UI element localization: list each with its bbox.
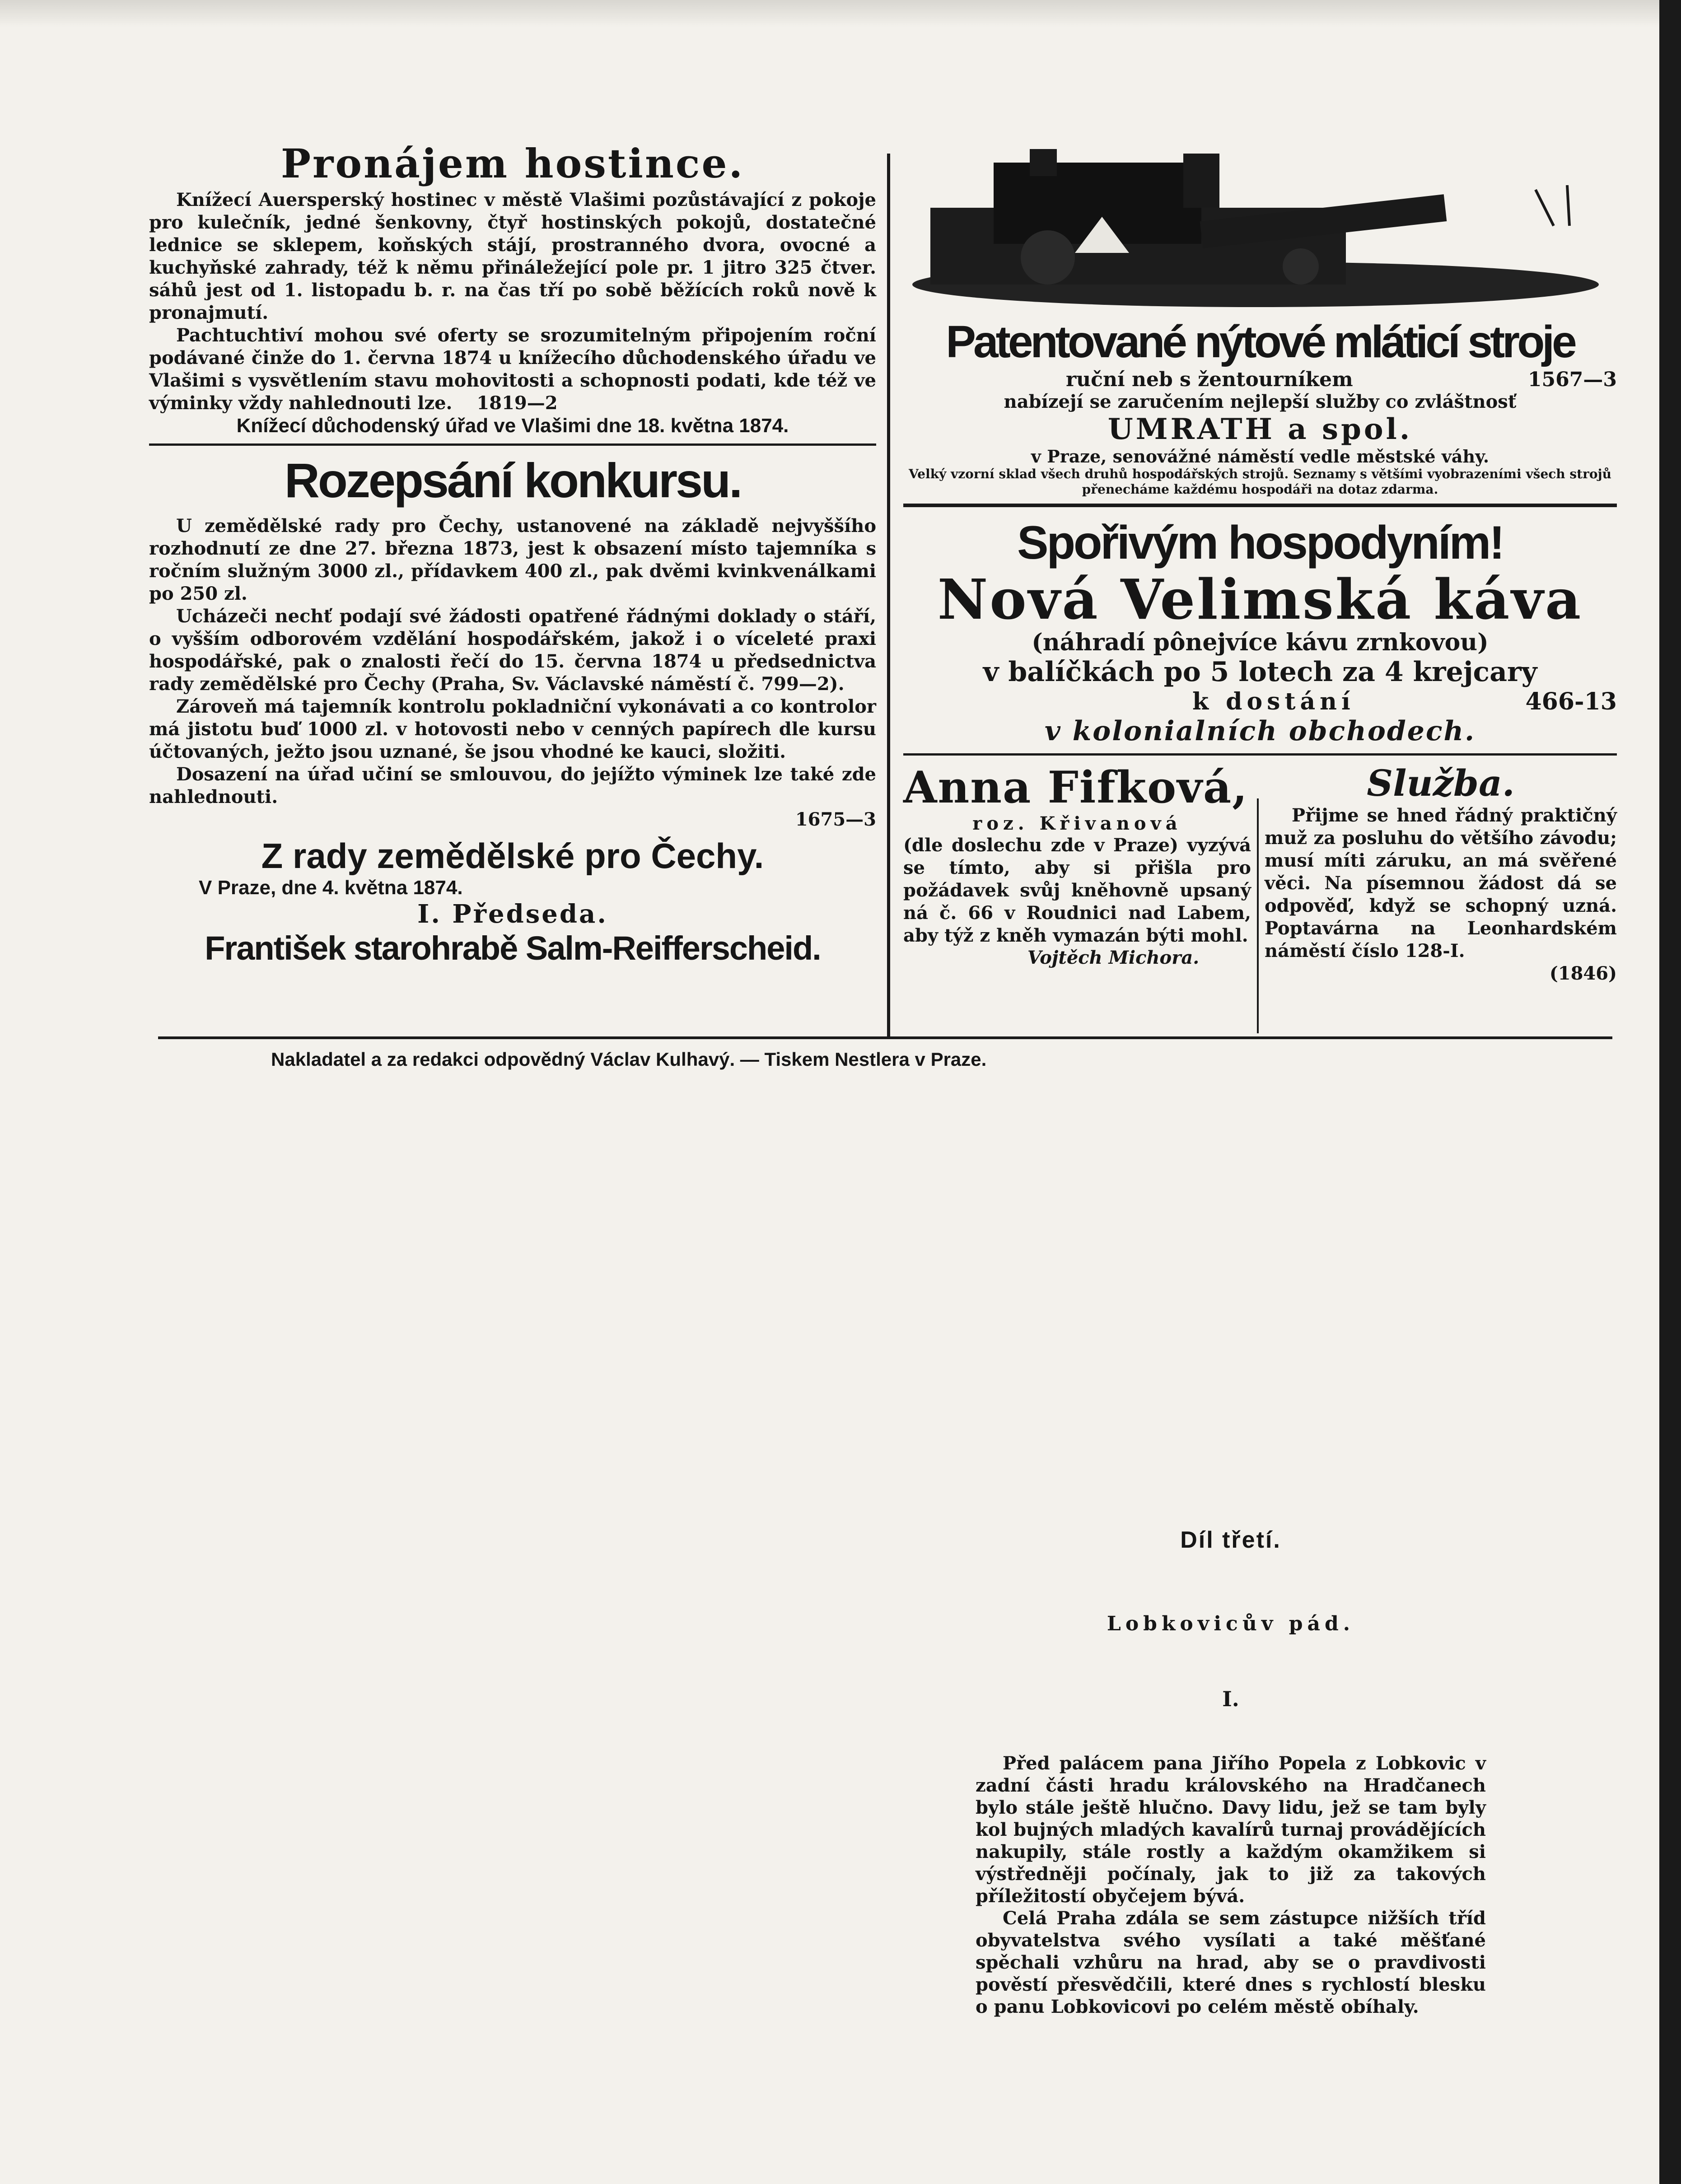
sluzba-body: Přijme se hned řádný praktičný muž za posluhu do většího závodu; musí míti záruku, an má svěřené věci. Na písemnou žádost dá se odpověď, když se schopný uzná. Poptavárna na Leonhardském náměstí číslo 128-I. <box>1265 805 1617 961</box>
kava-shops: v kolonialních obchodech. <box>1044 715 1476 747</box>
divider <box>903 753 1617 756</box>
konkurs-role: I. Předseda. <box>417 899 608 929</box>
imprint-footer: Nakladatel a za redakci odpovědný Václav Kulhavý. — Tiskem Nestlera v Praze. <box>271 1049 987 1070</box>
pronajem-code: 1819—2 <box>476 392 558 414</box>
konkurs-paragraph-2: Ucházeči nechť podají své žádosti opatřené řádnými doklady o stáří, o vyšším odborovém vzdělání hospodářském, jakož i o víceleté praxi hospodářské, pak o znalosti řečí do 15. června 1874 u předsednictva rady zemědělské pro Čechy (Praha, Sv. Václavské náměstí č. 799—2). <box>149 606 876 695</box>
anna-nee: roz. Křivanová <box>972 813 1182 834</box>
patent-title: Patentované nýtové mláticí stroje <box>946 317 1574 367</box>
kava-avail: k dostání <box>1192 688 1355 715</box>
footer-rule <box>158 1036 1612 1039</box>
page-top-shadow <box>0 0 1659 27</box>
anna-signature: Vojtěch Michora. <box>1027 947 1200 968</box>
konkurs-title: Rozepsání konkursu. <box>284 453 741 508</box>
pronajem-body-2 <box>149 324 876 415</box>
pronajem-body-2-text: Pachtuchtiví mohou své oferty se srozumitelným připojením roční podávané činže do 1. června 1874 u knížecího důchodenského úřadu ve Vlašimi s vysvětlením stavu mohovitosti a schopnosti podati, kde též ve výminky vždy nahlednouti lze. <box>149 325 876 414</box>
part-heading: Díl třetí. <box>1180 1527 1281 1553</box>
threshing-machine-drawing <box>912 135 1608 312</box>
left-column <box>149 140 876 967</box>
konkurs-paragraph-1: U zemědělské rady pro Čechy, ustanovené na základě nejvyššího rozhodnutí ze dne 27. března 1873, jest k obsazení místo tajemníka s ročním služným 3000 zl., přídavkem 400 zl., pak dvěmi kvinkvenálkami po 250 zl. <box>149 515 876 604</box>
ads-divider <box>1257 798 1259 1033</box>
sluzba-title: Služba. <box>1367 762 1515 804</box>
divider <box>149 443 876 446</box>
konkurs-paragraph-3: Zároveň má tajemník kontrolu pokladniční vykonávati a co kontrolor má jistotu buď 1000 zl. v hotovosti nebo v cenných papírech dle kursu účtovaných, ježto jsou uznané, še jsou vhodné ke kauci, složiti. <box>149 696 876 762</box>
kava-product: Nová Velimská káva <box>937 567 1583 632</box>
patent-address: v Praze, senovážné náměstí vedle městské váhy. <box>1031 446 1490 467</box>
konkurs-org: Z rady zemědělské pro Čechy. <box>261 836 764 876</box>
patent-code: 1567—3 <box>1527 368 1617 391</box>
threshing-machine-illustration <box>912 135 1617 312</box>
page-edge <box>1659 0 1681 2184</box>
chapter-paragraph-2: Celá Praha zdála se sem zástupce nižších tříd obyvatelstva svého vysílati a také měšťané spěchali vzhůru na hrad, aby se o pravdivosti pověstí přesvědčili, které dnes s rychlostí blesku o panu Lobkovicovi po celém městě obíhaly. <box>976 1908 1486 2017</box>
anna-body: (dle doslechu zde v Praze) vyzývá se tímto, aby si přišla pro požádavek svůj kněhovně upsaný ná č. 66 v Roudnici nad Labem, aby týž z kněh vymazán býti mohl. <box>903 835 1251 946</box>
right-column <box>903 135 1617 1006</box>
sluzba-ad <box>1265 762 1617 985</box>
kava-pack: v balíčkách po 5 lotech za 4 krejcary <box>983 656 1537 688</box>
kava-avail-line <box>903 688 1617 715</box>
anna-title: Anna Fifková, <box>903 762 1248 813</box>
patent-note: Velký vzorní sklad všech druhů hospodářských strojů. Seznamy s většími vyobrazeními všech strojů přenecháme každému hospodáři na dotaz zdarma. <box>908 467 1612 497</box>
patent-company: UMRATH a spol. <box>1107 412 1413 446</box>
divider <box>903 504 1617 507</box>
kava-title: Spořivým hospodyním! <box>1017 517 1503 569</box>
sluzba-code: (1846) <box>1549 963 1617 984</box>
konkurs-signatory: František starohrabě Salm-Reifferscheid. <box>205 929 821 967</box>
chapter-paragraph-1: Před palácem pana Jiřího Popela z Lobkovic v zadní části hradu královského na Hradčanech bylo stále ještě hlučno. Davy lidu, jež se tam byly kol bujných mladých kavalírů turnaj provádějících nakupily, stále rostly a každým okamžikem si výstředněji počínaly, jak to již za takových příležitostí obyčejem bývá. <box>976 1753 1486 1907</box>
konkurs-place-date: V Praze, dne 4. května 1874. <box>199 877 463 899</box>
anna-ad <box>903 762 1251 968</box>
konkurs-paragraph-4: Dosazení na úřad učiní se smlouvou, do jejížto výminek lze také zde nahlednouti. <box>149 764 876 807</box>
patent-line-1-text: ruční neb s žentourníkem <box>1066 368 1353 391</box>
pronajem-title: Pronájem hostince. <box>280 140 745 187</box>
pronajem-body: Knížecí Auersperský hostinec v městě Vlašimi pozůstávající z pokoje pro kulečník, jedné šenkovny, čtyř hostinských pokojů, dostatečné lednice se sklepem, koňských stájí, prostranného dvora, ovocné a kuchyňské zahrady, též k němu přináležející pole pr. 1 jitro 325 čtver. sáhů jest od 1. listopadu b. r. na čas tří po sobě běžících roků nově k pronajmutí. <box>149 189 876 323</box>
small-ads <box>903 762 1617 1006</box>
column-divider <box>887 154 890 1039</box>
pronajem-signature: Knížecí důchodenský úřad ve Vlašimi dne 18. května 1874. <box>236 415 789 437</box>
patent-line-2: nabízejí se zaručením nejlepší služby co zvláštnosť <box>1004 391 1517 412</box>
kava-subtitle: (náhradí pônejvíce kávu zrnkovou) <box>1032 629 1489 656</box>
kava-code: 466-13 <box>1525 688 1617 715</box>
patent-line-1 <box>903 368 1617 391</box>
chapter-text <box>976 1752 1486 2018</box>
konkurs-code: 1675—3 <box>795 809 876 830</box>
chapter-number: I. <box>1222 1687 1239 1711</box>
chapter-title: Lobkovicův pád. <box>1107 1612 1355 1635</box>
